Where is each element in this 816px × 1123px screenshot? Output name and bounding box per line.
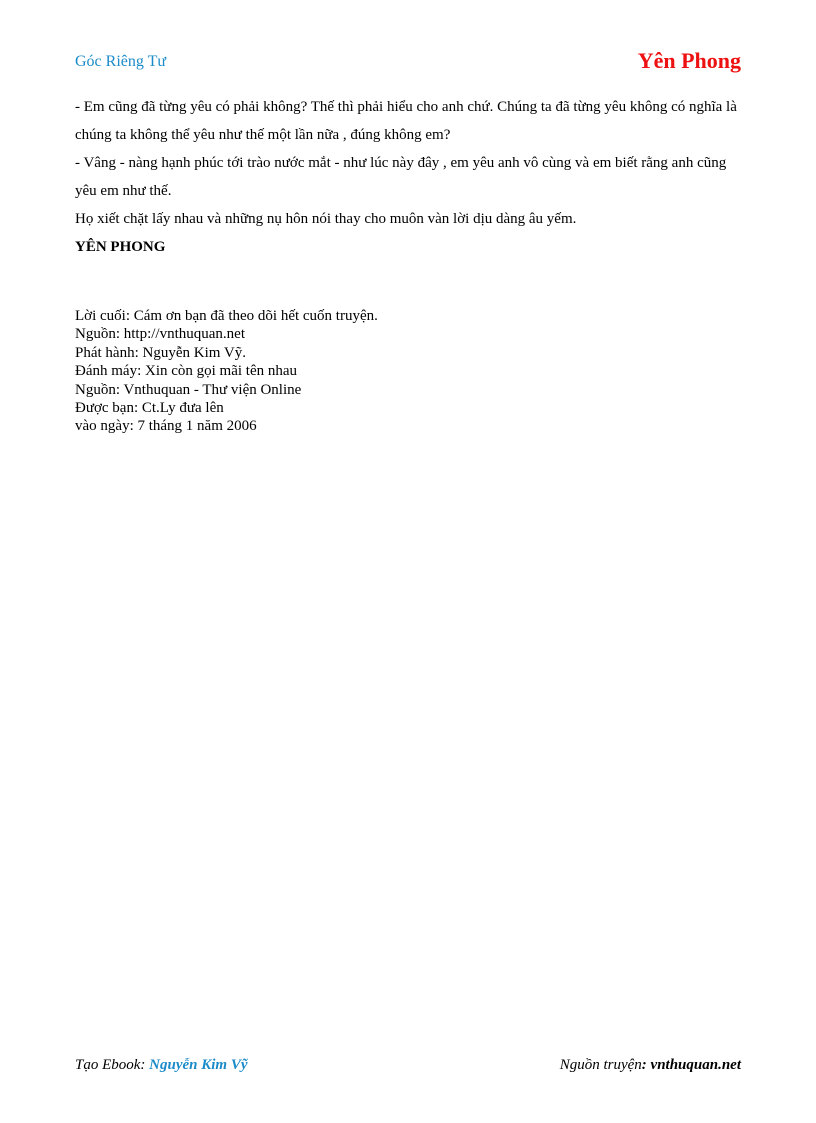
story-body [75, 93, 741, 261]
footer-source-credit [560, 1056, 741, 1074]
credit-line: Được bạn: Ct.Ly đưa lên [75, 400, 224, 417]
footer-source-site: vnthuquan.net [650, 1057, 741, 1073]
credit-line: vào ngày: 7 tháng 1 năm 2006 [75, 418, 257, 435]
story-paragraph: - Vâng - nàng hạnh phúc tới trào nước mắt - như lúc này đây , em yêu anh vô cùng và em biết rằng anh cũng yêu em như thế. [75, 155, 727, 199]
header-title-left: Góc Riêng Tư [75, 53, 167, 70]
credit-line: Phát hành: Nguyễn Kim Vỹ. [75, 344, 246, 361]
credit-line: Lời cuối: Cám ơn bạn đã theo dõi hết cuốn truyện. [75, 308, 378, 324]
credit-line: Đánh máy: Xin còn gọi mãi tên nhau [75, 363, 298, 380]
footer-source-separator: : [641, 1057, 651, 1073]
credit-line: Nguồn: http://vnthuquan.net [75, 326, 245, 343]
footer-ebook-separator: : [140, 1057, 150, 1073]
credits-block [75, 307, 741, 436]
credit-line: Nguồn: Vnthuquan - Thư viện Online [75, 381, 302, 398]
footer-ebook-name: Nguyễn Kim Vỹ [149, 1057, 248, 1073]
header-author-right: Yên Phong [637, 48, 741, 73]
author-signature: YÊN PHONG [75, 239, 166, 255]
footer-ebook-label: Tạo Ebook [75, 1057, 141, 1073]
story-paragraph: Họ xiết chặt lấy nhau và những nụ hôn nói thay cho muôn vàn lời dịu dàng âu yếm. [75, 211, 577, 227]
story-paragraph: - Em cũng đã từng yêu có phải không? Thế thì phải hiểu cho anh chứ. Chúng ta đã từng yêu không có nghĩa là chúng ta không thể yêu như thế một lần nữa , đúng không em? [75, 99, 737, 143]
footer-source-label: Nguồn truyện [559, 1057, 642, 1073]
footer-ebook-credit [75, 1056, 248, 1074]
